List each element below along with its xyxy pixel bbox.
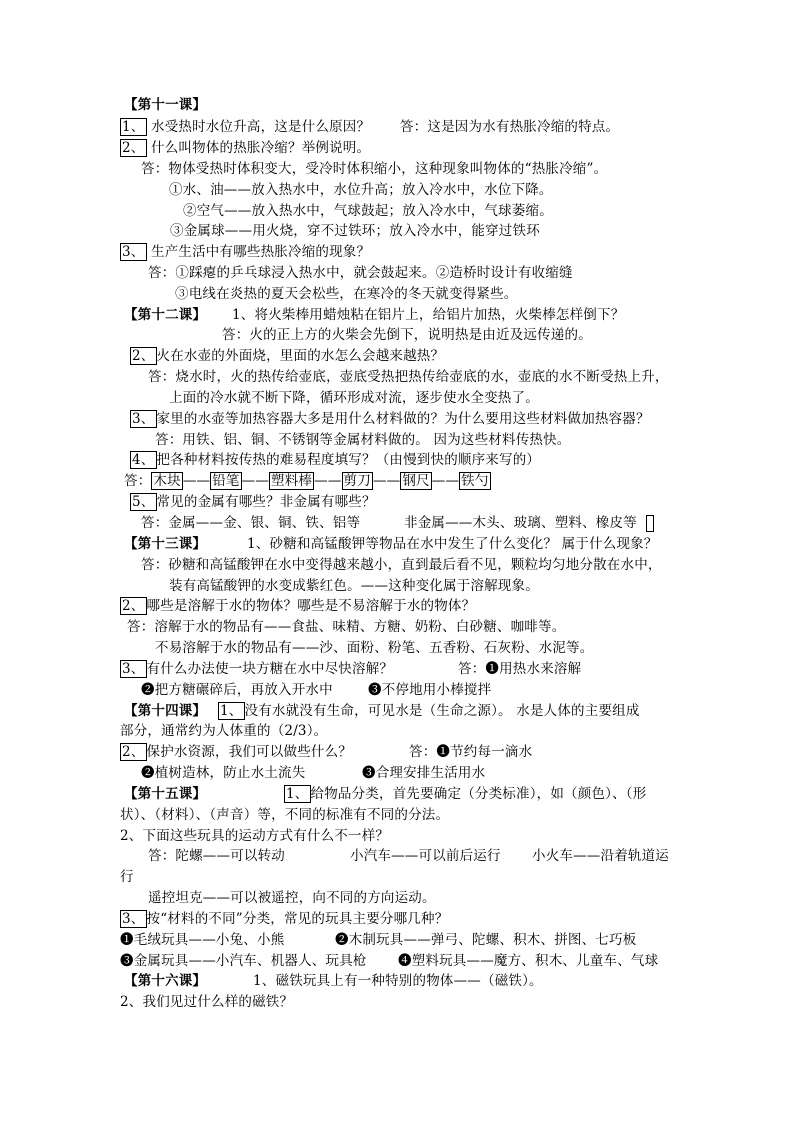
question-text: 常见的金属有哪些？非金属有哪些？ bbox=[156, 494, 376, 510]
question-number: 1、 bbox=[220, 703, 243, 719]
l13-q3-answer-1: 答：❶用热水来溶解 bbox=[458, 661, 582, 677]
l11-q2-answer: 答：物体受热时体积变大，受冷时体积缩小，这种现象叫物体的“热胀冷缩”。 bbox=[141, 161, 608, 177]
question-number: 2、 bbox=[122, 140, 145, 156]
question-text: 保护水资源，我们可以做些什么？ bbox=[146, 744, 352, 760]
separator: —— bbox=[431, 473, 460, 489]
question-text: 哪些是溶解于水的物体？哪些是不易溶解于水的物体？ bbox=[146, 598, 476, 614]
trailing-box-mark bbox=[646, 515, 654, 532]
l13-q3-answer-3: ❸不停地用小棒搅拌 bbox=[368, 682, 492, 698]
l13-q1-answer-2: 装有高锰酸钾的水变成紫红色。——这种变化属于溶解现象。 bbox=[169, 578, 539, 594]
material-item: 剪刀 bbox=[343, 473, 371, 489]
question-number: 4、 bbox=[132, 452, 155, 468]
l15-q2: 2、下面这些玩具的运动方式有什么不一样？ bbox=[120, 828, 390, 844]
l12-q2-answer-1: 答：烧水时，火的热传给壶底，壶底受热把热传给壶底的水，壶底的水不断受热上升， bbox=[148, 369, 669, 385]
l14-q2-answer-3: ❸合理安排生活用水 bbox=[362, 765, 486, 781]
l15-q3 bbox=[120, 910, 448, 929]
l12-q3 bbox=[130, 410, 650, 429]
question-number: 2、 bbox=[122, 598, 145, 614]
l15-q2-answer-1: 答：陀螺——可以转动 bbox=[148, 848, 285, 864]
l13-q3 bbox=[120, 660, 393, 679]
question-number: 3、 bbox=[122, 911, 145, 927]
lesson-15-header: 【第十五课】 bbox=[124, 786, 207, 802]
l15-q3-category-2: ❷木制玩具——弹弓、陀螺、积木、拼图、七巧板 bbox=[335, 932, 637, 948]
l11-q3-answer-2: ③电线在炎热的夏天会松些，在寒冷的冬天就变得紧些。 bbox=[175, 286, 518, 302]
l12-q1-answer: 答：火的正上方的火柴会先倒下，说明热是由近及远传递的。 bbox=[222, 327, 592, 343]
l12-q5 bbox=[130, 493, 376, 512]
l15-q3-category-1: ❶毛绒玩具——小兔、小熊 bbox=[120, 932, 285, 948]
l12-q3-answer: 答：用铁、铝、铜、不锈钢等金属材料做的。 因为这些材料传热快。 bbox=[155, 432, 571, 448]
question-number: 5、 bbox=[132, 494, 155, 510]
material-item: 木块 bbox=[153, 473, 181, 489]
l13-q1: 1、砂糖和高锰酸钾等物品在水中发生了什么变化？ 属于什么现象？ bbox=[247, 536, 658, 552]
l15-q2-answer-3: 小火车——沿着轨道运 bbox=[532, 848, 669, 864]
l16-q2: 2、我们见过什么样的磁铁？ bbox=[120, 994, 294, 1010]
l15-q3-category-3: ❸金属玩具——小汽车、机器人、玩具枪 bbox=[120, 953, 367, 969]
l13-q3-answer-2: ❷把方糖碾碎后，再放入开水中 bbox=[141, 682, 333, 698]
lesson-11-header: 【第十一课】 bbox=[124, 97, 207, 113]
separator: —— bbox=[372, 473, 401, 489]
separator: —— bbox=[314, 473, 342, 489]
material-item: 铅笔 bbox=[212, 473, 240, 489]
question-text: 没有水就没有生命，可见水是（生命之源）。 水是人体的主要组成 bbox=[244, 703, 640, 719]
l14-q1 bbox=[218, 702, 640, 721]
l15-q2-answer-4: 遥控坦克——可以被遥控，向不同的方向运动。 bbox=[148, 890, 436, 906]
l11-q2-example-2: ②空气——放入热水中，气球鼓起；放入冷水中，气球萎缩。 bbox=[183, 203, 553, 219]
separator: —— bbox=[182, 473, 211, 489]
l11-q2 bbox=[120, 139, 370, 158]
material-item: 铁勺 bbox=[461, 473, 489, 489]
question-text: 按“材料的不同”分类，常见的玩具主要分哪几种？ bbox=[146, 911, 449, 927]
answer-prefix: 答： bbox=[124, 473, 152, 489]
l13-q1-answer-1: 答：砂糖和高锰酸钾在水中变得越来越小，直到最后看不见，颗粒均匀地分散在水中， bbox=[141, 557, 662, 573]
lesson-13-header: 【第十三课】 bbox=[124, 536, 207, 552]
question-number: 3、 bbox=[122, 244, 145, 260]
l14-q2-answer-1: 答：❶节约每一滴水 bbox=[409, 744, 533, 760]
l14-q1-continued: 部分，通常约为人体重的（2/3）。 bbox=[120, 723, 328, 739]
l12-q5-answer-metal: 答：金属——金、银、铜、铁、铝等 bbox=[141, 515, 361, 531]
lesson-16-header: 【第十六课】 bbox=[124, 973, 207, 989]
l13-q2 bbox=[120, 597, 475, 616]
separator: —— bbox=[241, 473, 270, 489]
material-item: 钢尺 bbox=[402, 473, 430, 489]
l15-q1-continued: 状）、（材料）、（声音）等，不同的标准有不同的分法。 bbox=[120, 807, 450, 823]
question-text: 有什么办法使一块方糖在水中尽快溶解？ bbox=[146, 661, 394, 677]
question-text: 家里的水壶等加热容器大多是用什么材料做的？为什么要用这些材料做加热容器？ bbox=[156, 411, 650, 427]
question-number: 2、 bbox=[132, 348, 155, 364]
question-text: 把各种材料按传热的难易程度填写？（由慢到快的顺序来写的） bbox=[156, 452, 541, 468]
question-number: 2、 bbox=[122, 744, 145, 760]
l11-q2-example-3: ③金属球——用火烧，穿不过铁环；放入冷水中，能穿过铁环 bbox=[170, 223, 540, 239]
question-text: 水受热时水位升高，这是什么原因？ bbox=[151, 119, 371, 135]
l12-q1: 1、将火柴棒用蜡烛粘在铝片上，给铝片加热，火柴棒怎样倒下？ bbox=[232, 307, 625, 323]
question-number: 3、 bbox=[122, 661, 145, 677]
material-item: 塑料棒 bbox=[271, 473, 313, 489]
question-text: 火在水壶的外面烧，里面的水怎么会越来越热？ bbox=[156, 348, 445, 364]
l13-q2-answer-2: 不易溶解于水的物品有——沙、面粉、粉笔、五香粉、石灰粉、水泥等。 bbox=[155, 640, 594, 656]
l12-q2-answer-2: 上面的冷水就不断下降，循环形成对流，逐步使水全变热了。 bbox=[169, 390, 539, 406]
question-text: 给物品分类，首先要确定（分类标准），如（颜色）、（形 bbox=[310, 786, 647, 802]
question-number: 1、 bbox=[122, 119, 145, 135]
l11-q1 bbox=[120, 118, 370, 137]
question-number: 1、 bbox=[286, 786, 309, 802]
l14-q2 bbox=[120, 743, 352, 762]
l15-q2-answer-3-wrap: 行 bbox=[120, 869, 134, 885]
l14-q2-answer-2: ❷植树造林，防止水土流失 bbox=[141, 765, 306, 781]
l15-q2-answer-2: 小汽车——可以前后运行 bbox=[350, 848, 501, 864]
l12-q5-answer-nonmetal: 非金属——木头、玻璃、塑料、橡皮等 bbox=[404, 515, 637, 531]
l15-q3-category-4: ❹塑料玩具——魔方、积木、儿童车、气球 bbox=[398, 953, 659, 969]
lesson-12-header: 【第十二课】 bbox=[124, 307, 207, 323]
question-text: 生产生活中有哪些热胀冷缩的现象？ bbox=[151, 244, 371, 260]
l12-q4-answer bbox=[124, 472, 491, 491]
lesson-14-header: 【第十四课】 bbox=[124, 703, 207, 719]
question-number: 3、 bbox=[132, 411, 155, 427]
l13-q2-answer-1: 答：溶解于水的物品有——食盐、味精、方糖、奶粉、白砂糖、咖啡等。 bbox=[127, 619, 566, 635]
l15-q1 bbox=[284, 785, 646, 804]
l11-q2-example-1: ①水、油——放入热水中，水位升高；放入冷水中，水位下降。 bbox=[169, 182, 553, 198]
l16-q1: 1、磁铁玩具上有一种特别的物体——（磁铁）。 bbox=[253, 973, 543, 989]
question-text: 什么叫物体的热胀冷缩？举例说明。 bbox=[151, 140, 371, 156]
l12-q2 bbox=[130, 347, 444, 366]
l11-q1-answer: 答：这是因为水有热胀冷缩的特点。 bbox=[400, 119, 620, 135]
l12-q4 bbox=[130, 451, 540, 470]
l11-q3-answer-1: 答：①踩瘪的乒乓球浸入热水中，就会鼓起来。②造桥时设计有收缩缝 bbox=[148, 265, 573, 281]
l11-q3 bbox=[120, 243, 370, 262]
